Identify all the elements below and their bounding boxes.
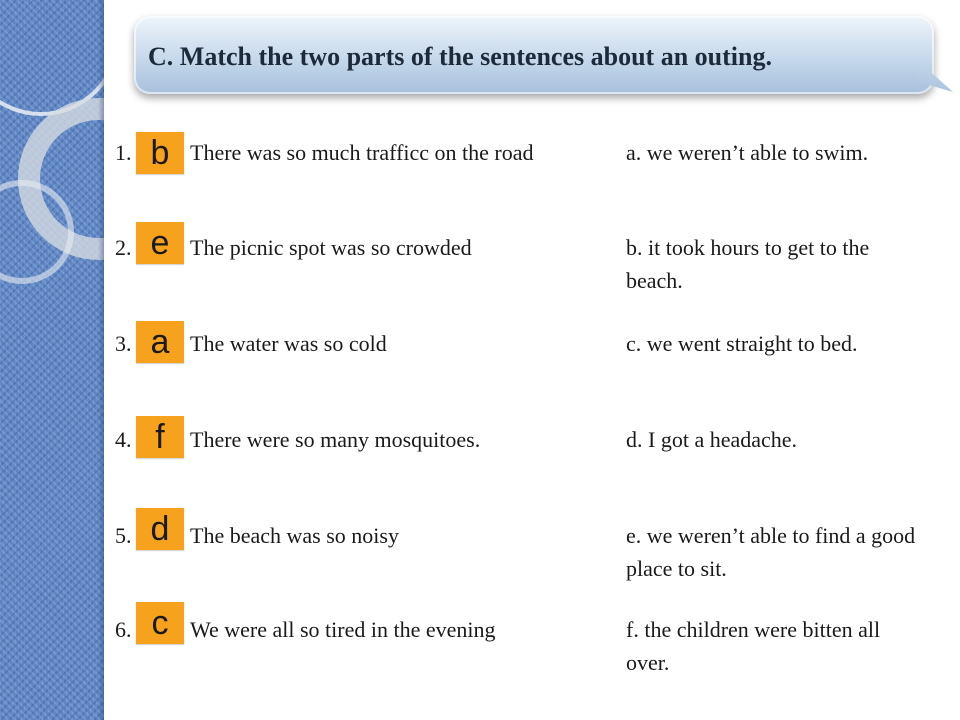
answer-box[interactable] <box>136 222 184 264</box>
item-number: 3. <box>115 331 132 356</box>
sentence-ending: a. we weren’t able to swim. <box>626 140 869 165</box>
item-number: 5. <box>115 523 132 548</box>
sentence-start: There were so many mosquitoes. <box>190 427 481 452</box>
exercise-row <box>0 416 960 496</box>
sentence-ending: d. I got a headache. <box>626 427 798 452</box>
sentence-ending: b. it took hours to get to the beach. <box>626 235 870 293</box>
answer-letter: d <box>150 510 170 548</box>
exercise-row <box>0 602 960 682</box>
answer-box[interactable] <box>136 321 184 363</box>
sentence-ending: c. we went straight to bed. <box>626 331 858 356</box>
answer-letter: f <box>155 418 165 456</box>
sentence-ending: f. the children were bitten all over. <box>626 617 881 675</box>
sentence-ending: e. we weren’t able to find a good place to sit. <box>626 523 916 581</box>
exercise-row <box>0 321 960 401</box>
sentence-start: The beach was so noisy <box>190 523 399 548</box>
answer-box[interactable] <box>136 602 184 644</box>
item-number: 4. <box>115 427 132 452</box>
item-number: 1. <box>115 140 132 165</box>
sentence-start: The water was so cold <box>190 331 387 356</box>
page-title: C. Match the two parts of the sentences about an outing. <box>148 42 772 71</box>
exercise-row <box>0 508 960 588</box>
item-number: 6. <box>115 617 132 642</box>
answer-letter: e <box>150 224 170 262</box>
item-number: 2. <box>115 235 132 260</box>
sentence-start: We were all so tired in the evening <box>190 617 496 642</box>
answer-letter: b <box>150 134 170 172</box>
exercise-row <box>0 132 960 212</box>
exercise-row <box>0 222 960 302</box>
answer-box[interactable] <box>136 508 184 550</box>
answer-box[interactable] <box>136 416 184 458</box>
answer-box[interactable] <box>136 132 184 174</box>
sentence-start: The picnic spot was so crowded <box>190 235 472 260</box>
sentence-start: There was so much trafficc on the road <box>190 140 534 165</box>
answer-letter: a <box>150 323 170 361</box>
answer-letter: c <box>151 604 169 642</box>
